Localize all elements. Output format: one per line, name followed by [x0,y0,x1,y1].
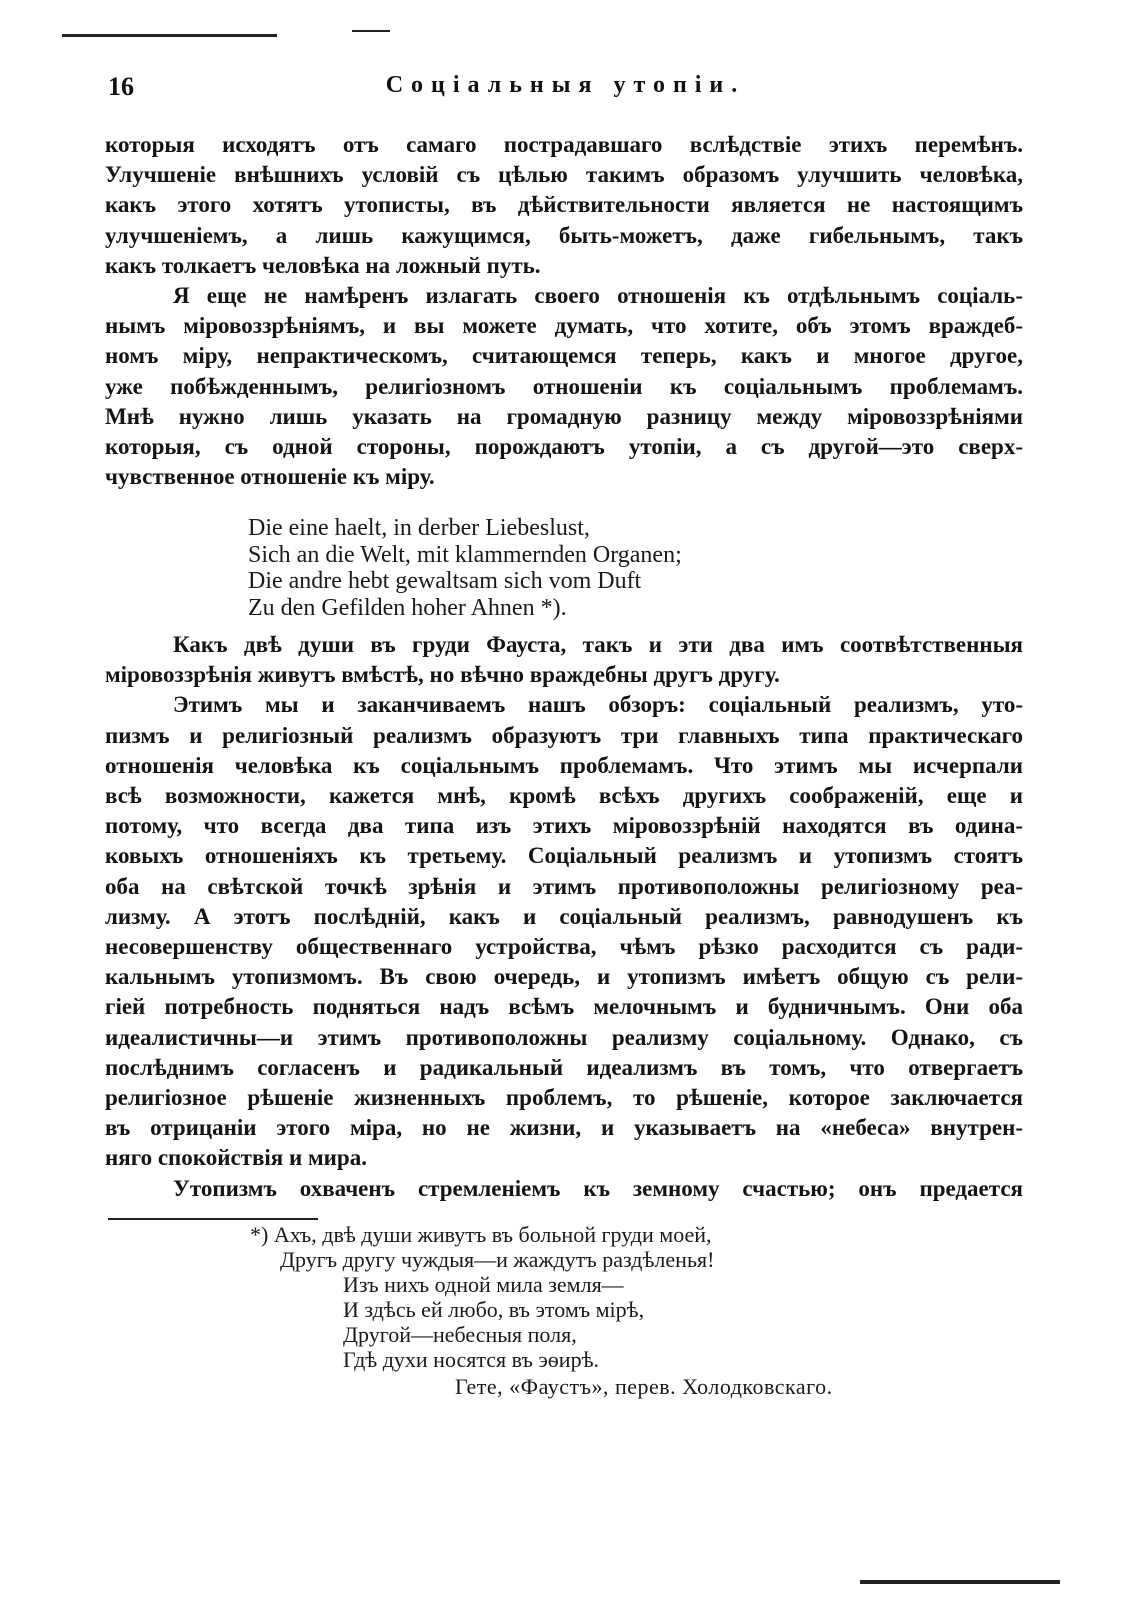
text-line: которыя исходятъ отъ самаго пострадавшаго вслѣдствiе этихъ перемѣнъ. [105,132,1023,157]
text-line: Мнѣ нужно лишь указать на громадную разницу между мiровоззрѣнiями [105,403,1023,429]
paragraph-4 [105,690,1023,1173]
footnote-line: Другой—небесныя поля, [343,1322,577,1347]
text-line: лизму. А этотъ послѣднiй, какъ и соцiальный реализмъ, равнодушенъ къ [105,903,1023,929]
verse-line: Die eine haelt, in derber Liebeslust, [248,515,590,541]
text-line: послѣднимъ согласенъ и радикальный идеализмъ въ томъ, что отвергаетъ [105,1054,1023,1080]
text-line: мiровоззрѣнiя живутъ вмѣстѣ, но вѣчно враждебны другъ другу. [105,662,780,688]
main-text-top [105,130,1023,492]
text-line: чувственное отношенiе къ мiру. [105,464,435,490]
text-line: Этимъ мы и заканчиваемъ нашъ обзоръ: соцiальный реализмъ, уто- [173,692,1023,718]
paragraph-2 [105,281,1023,492]
text-line: номъ мiру, непрактическомъ, считающемся теперь, какъ и многое другое, [105,343,1023,369]
page-number: 16 [108,72,134,101]
text-line: нымъ мiровоззрѣнiямъ, и вы можете думать, что хотите, объ этомъ враждеб- [105,313,1023,339]
footnote-attribution: Гете, «Фаустъ», перев. Холодковскаго. [455,1374,833,1399]
verse-line: Die andre hebt gewaltsam sich vom Duft [248,568,642,594]
footnote-divider [108,1218,318,1220]
text-line: какъ этого хотятъ утописты, въ дѣйствительности является не настоящимъ [105,192,1023,218]
text-line: уже побѣжденнымъ, религiозномъ отношенiи къ соцiальнымъ проблемамъ. [105,373,1023,399]
text-line: религiозное рѣшенiе жизненныхъ проблемъ, то рѣшенiе, которое заключается [105,1085,1023,1111]
footnote-line: Другъ другу чуждыя—и жаждутъ раздѣленья! [280,1247,715,1272]
paragraph-5 [105,1174,1023,1204]
text-line: несовершенству общественнаго устройства, чѣмъ рѣзко расходится съ ради- [105,934,1023,960]
main-text-bottom [105,630,1023,1204]
text-line: потому, что всегда два типа изъ этихъ мiровоззрѣнiй находятся въ одина- [105,813,1023,839]
running-title: Соцiальныя утопiи. [385,72,746,98]
text-line: пизмъ и религiозный реализмъ образуютъ три главныхъ типа практическаго [105,722,1023,748]
scan-artifact-bottom [860,1580,1060,1584]
verse-line: Sich an die Welt, mit klammernden Organen; [248,541,682,568]
text-line: няго спокойствiя и мира. [105,1145,367,1171]
footnote [250,1222,833,1399]
footnote-line: Гдѣ духи носятся въ эѳирѣ. [343,1347,600,1372]
scan-artifact-top-right [352,30,390,32]
text-line: ковыхъ отношенiяхъ къ третьему. Соцiальный реализмъ и утопизмъ стоятъ [105,843,1023,869]
footnote-line: *) Ахъ, двѣ души живутъ въ больной груди моей, [250,1222,712,1247]
text-line: Улучшенiе внѣшнихъ условiй съ цѣлью такимъ образомъ улучшить человѣка, [105,162,1023,188]
text-line: идеалистичны—и этимъ противоположны реализму соцiальному. Однако, съ [105,1024,1023,1050]
paragraph-1 [105,130,1023,281]
text-line: Какъ двѣ души въ груди Фауста, такъ и эти два имъ соотвѣтственныя [173,632,1023,657]
page-header [108,72,1023,112]
text-line: всѣ возможности, кажется мнѣ, кромѣ всѣхъ другихъ соображенiй, еще и [105,783,1023,809]
german-verse [248,515,682,621]
text-line: какъ толкаетъ человѣка на ложный путь. [105,252,541,278]
scan-artifact-top [62,34,277,37]
text-line: гiей потребность подняться надъ всѣмъ мелочнымъ и будничнымъ. Они оба [105,994,1023,1020]
text-line: отношенiя человѣка къ соцiальнымъ проблемамъ. Что этимъ мы исчерпали [105,752,1023,778]
text-line: оба на свѣтской точкѣ зрѣнiя и этимъ противоположны религiозному реа- [105,873,1023,899]
text-line: улучшенiемъ, а лишь кажущимся, быть-можетъ, даже гибельнымъ, такъ [105,222,1023,248]
verse-line: Zu den Gefilden hoher Ahnen *). [248,594,567,621]
paragraph-3 [105,630,1023,690]
text-line: въ отрицанiи этого мiра, но не жизни, и указываетъ на «небеса» внутрен- [105,1115,1023,1141]
footnote-line: Изъ нихъ одной мила земля— [343,1272,624,1297]
text-line: которыя, съ одной стороны, порождаютъ утопiи, а съ другой—это сверх- [105,434,1023,460]
text-line: Я еще не намѣренъ излагать своего отношенiя къ отдѣльнымъ соцiаль- [173,283,1023,309]
text-line: кальнымъ утопизмомъ. Въ свою очередь, и утопизмъ имѣетъ общую съ рели- [105,964,1023,990]
text-line: Утопизмъ охваченъ стремленiемъ къ земному счастью; онъ предается [173,1175,1023,1201]
footnote-line: И здѣсь ей любо, въ этомъ мiрѣ, [343,1297,645,1322]
